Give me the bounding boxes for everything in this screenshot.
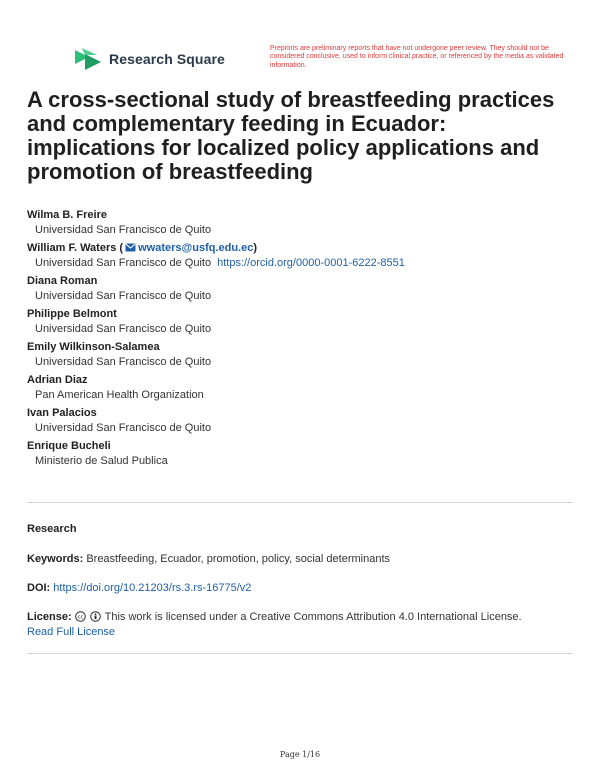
license: License: cc This work is licensed under a Creative Commons Attribution 4.0 International License. Read Full License	[27, 611, 522, 638]
research-square-logo-icon	[73, 46, 103, 72]
author-name: Philippe Belmont	[27, 308, 117, 320]
svg-text:cc: cc	[77, 614, 84, 621]
orcid-link[interactable]: https://orcid.org/0000-0001-6222-8551	[217, 257, 405, 269]
author-entry	[27, 406, 577, 436]
author-entry	[27, 307, 577, 337]
author-name: Adrian Diaz	[27, 374, 88, 386]
read-full-license-link[interactable]: Read Full License	[27, 626, 116, 638]
section-divider	[27, 653, 573, 654]
author-name: Diana Roman	[27, 275, 98, 287]
author-entry	[27, 274, 577, 304]
brand-header	[73, 46, 225, 72]
author-affiliation: Universidad San Francisco de Quito https://orcid.org/0000-0001-6222-8551	[35, 257, 405, 269]
doi: DOI: https://doi.org/10.21203/rs.3.rs-16775/v2	[27, 582, 252, 594]
article-type: Research	[27, 523, 77, 535]
preprint-notice: Preprints are preliminary reports that have not undergone peer review. They should not be considered conclusive, used to inform clinical practice, or referenced by the media as validated information.	[270, 45, 564, 69]
author-affiliation: Universidad San Francisco de Quito	[35, 224, 212, 236]
author-affiliation: Ministerio de Salud Publica	[35, 455, 168, 467]
author-entry	[27, 373, 577, 403]
author-name: Enrique Bucheli	[27, 440, 111, 452]
author-name: William F. Waters ( wwaters@usfq.edu.ec)	[27, 242, 258, 254]
author-entry	[27, 340, 577, 370]
section-divider	[27, 502, 573, 503]
attribution-icon	[90, 611, 101, 622]
author-entry	[27, 241, 577, 271]
author-email-link[interactable]: wwaters@usfq.edu.ec	[138, 242, 254, 254]
author-entry	[27, 439, 577, 469]
author-list	[27, 208, 577, 472]
brand-name: Research Square	[109, 51, 225, 67]
author-name: Wilma B. Freire	[27, 209, 107, 221]
author-name: Emily Wilkinson-Salamea	[27, 341, 160, 353]
author-affiliation: Pan American Health Organization	[35, 389, 204, 401]
author-affiliation: Universidad San Francisco de Quito	[35, 422, 212, 434]
author-entry	[27, 208, 577, 238]
doi-link[interactable]: https://doi.org/10.21203/rs.3.rs-16775/v2	[53, 582, 252, 594]
author-affiliation: Universidad San Francisco de Quito	[35, 290, 212, 302]
author-affiliation: Universidad San Francisco de Quito	[35, 323, 212, 335]
author-name: Ivan Palacios	[27, 407, 97, 419]
keywords: Keywords: Breastfeeding, Ecuador, promotion, policy, social determinants	[27, 553, 390, 565]
paper-title: A cross-sectional study of breastfeeding practices and complementary feeding in Ecuador: implications for localized policy applications and promotion of breastfeeding	[27, 87, 555, 184]
creative-commons-icon	[75, 611, 86, 622]
page-number: Page 1/16	[279, 750, 321, 759]
author-affiliation: Universidad San Francisco de Quito	[35, 356, 212, 368]
mail-icon	[125, 243, 136, 252]
